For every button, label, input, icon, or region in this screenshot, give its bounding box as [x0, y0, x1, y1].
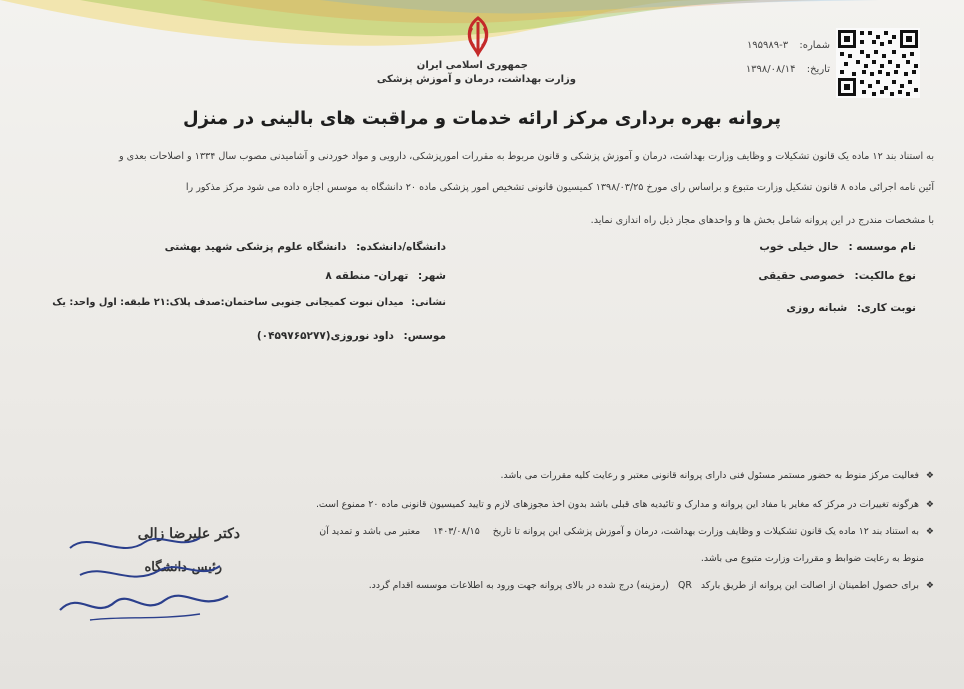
note-3-text-b: معتبر می باشد و تمدید آن [319, 526, 421, 537]
city-label: شهر: [418, 270, 446, 282]
license-date-row [746, 64, 830, 75]
note-3 [319, 526, 934, 537]
license-date-label: تاریخ: [806, 64, 830, 75]
body-line-1: به استناد بند ۱۲ ماده یک قانون تشکیلات و وظایف وزارت بهداشت، درمان و آموزش پزشکی و قانون مربوط به مقررات امورپزشکی، دارویی و مواد خوردنی و آشامیدنی مصوب سال ۱۳۳۴ و اصلاحات بعدی و [119, 151, 934, 162]
ownership-row [758, 270, 916, 282]
shift-value: شبانه روزی [786, 302, 848, 314]
founder-row [257, 330, 446, 342]
note-2 [316, 499, 934, 510]
note-4-qr: QR [677, 580, 692, 591]
body-line-2: آئین نامه اجرائی ماده ۸ قانون تشکیل وزارت متبوع و براساس رای مورخ ۱۳۹۸/۰۳/۲۵ کمیسیون قانونی تشخیص امور پزشکی ماده ۲۰ دانشگاه به موسس اجازه داده می شود مرکز مذکور را [185, 182, 934, 193]
signature-block [50, 520, 240, 630]
note-3-continued [701, 553, 924, 564]
shift-row [786, 302, 916, 314]
founder-label: موسس: [403, 330, 446, 342]
org-line-1: جمهوری اسلامی ایران [416, 60, 528, 71]
note-1-text: فعالیت مرکز منوط به حضور مستمر مسئول فنی دارای پروانه قانونی معتبر و رعایت کلیه مقررات می باشد. [500, 470, 919, 481]
note-3-date: ۱۴۰۳/۰۸/۱۵ [433, 526, 480, 537]
license-date-value: ۱۳۹۸/۰۸/۱۴ [745, 64, 796, 75]
page-title: پروانه بهره برداری مرکز ارائه خدمات و مراقبت های بالینی در منزل [182, 108, 782, 129]
ownership-value: خصوصی حقیقی [758, 270, 845, 282]
bullet-icon: ❖ [925, 500, 934, 510]
body-line-3: با مشخصات مندرج در این پروانه شامل بخش ها و واحدهای مجاز ذیل راه اندازی نماید. [590, 215, 934, 226]
signatory-title: رئیس دانشگاه [144, 560, 222, 575]
license-number-row [747, 40, 830, 51]
bullet-icon: ❖ [925, 527, 934, 537]
note-1 [501, 470, 934, 481]
ownership-label: نوع مالکیت: [854, 270, 916, 282]
note-3-text-a: به استناد بند ۱۲ ماده یک قانون تشکیلات و وظایف وزارت بهداشت، درمان و آموزش پزشکی این پروانه تا تاریخ [492, 526, 919, 537]
handwritten-signature [50, 520, 240, 630]
university-value: دانشگاه علوم پزشکی شهید بهشتی [164, 241, 347, 253]
address-label: نشانی: [411, 297, 446, 308]
city-row [325, 270, 446, 282]
iran-emblem-icon [458, 14, 498, 58]
address-value: میدان نبوت کمیجانی جنوبی ساختمان:صدف پلاک:۲۱ طبقه: اول واحد: یک [52, 297, 404, 308]
bullet-icon: ❖ [925, 471, 934, 481]
address-row [52, 297, 446, 308]
note-3-text-c: منوط به رعایت ضوابط و مقررات وزارت متبوع می باشد. [700, 553, 924, 564]
org-line-2: وزارت بهداشت، درمان و آموزش پزشکی [376, 74, 576, 85]
shift-label: نوبت کاری: [856, 302, 916, 314]
note-4-text-a: برای حصول اطمینان از اصالت این پروانه از طریق بارکد [700, 580, 919, 591]
university-row [165, 241, 446, 253]
bullet-icon: ❖ [925, 581, 934, 591]
qr-code-icon[interactable] [836, 28, 920, 98]
license-number-value: ۳-۱۹۵۹۸۹ [746, 40, 789, 51]
university-label: دانشگاه/دانشکده: [356, 241, 446, 253]
note-4-text-b: (رمزینه) درج شده در بالای پروانه جهت ورود به اطلاعات موسسه اقدام گردد. [368, 580, 669, 591]
license-number-label: شماره: [799, 40, 830, 51]
note-4 [369, 580, 934, 591]
city-value: تهران- منطقه ۸ [325, 270, 409, 282]
note-2-text: هرگونه تغییرات در مرکز که مغایر با مفاد این پروانه و مدارک و تائیدیه های قبلی باشد بدون اخذ مجوزهای لازم و تایید کمیسیون قانونی ماده ۲۰ ممنوع است. [315, 499, 919, 510]
founder-value: داود نوروزی(۰۴۵۹۷۶۵۲۷۷) [256, 330, 394, 342]
institute-name-value: حال خیلی خوب [759, 241, 839, 253]
institute-name-label: نام موسسه : [848, 241, 916, 253]
signatory-name: دکتر علیرضا زالی [137, 526, 240, 542]
institute-name-row [759, 241, 916, 253]
